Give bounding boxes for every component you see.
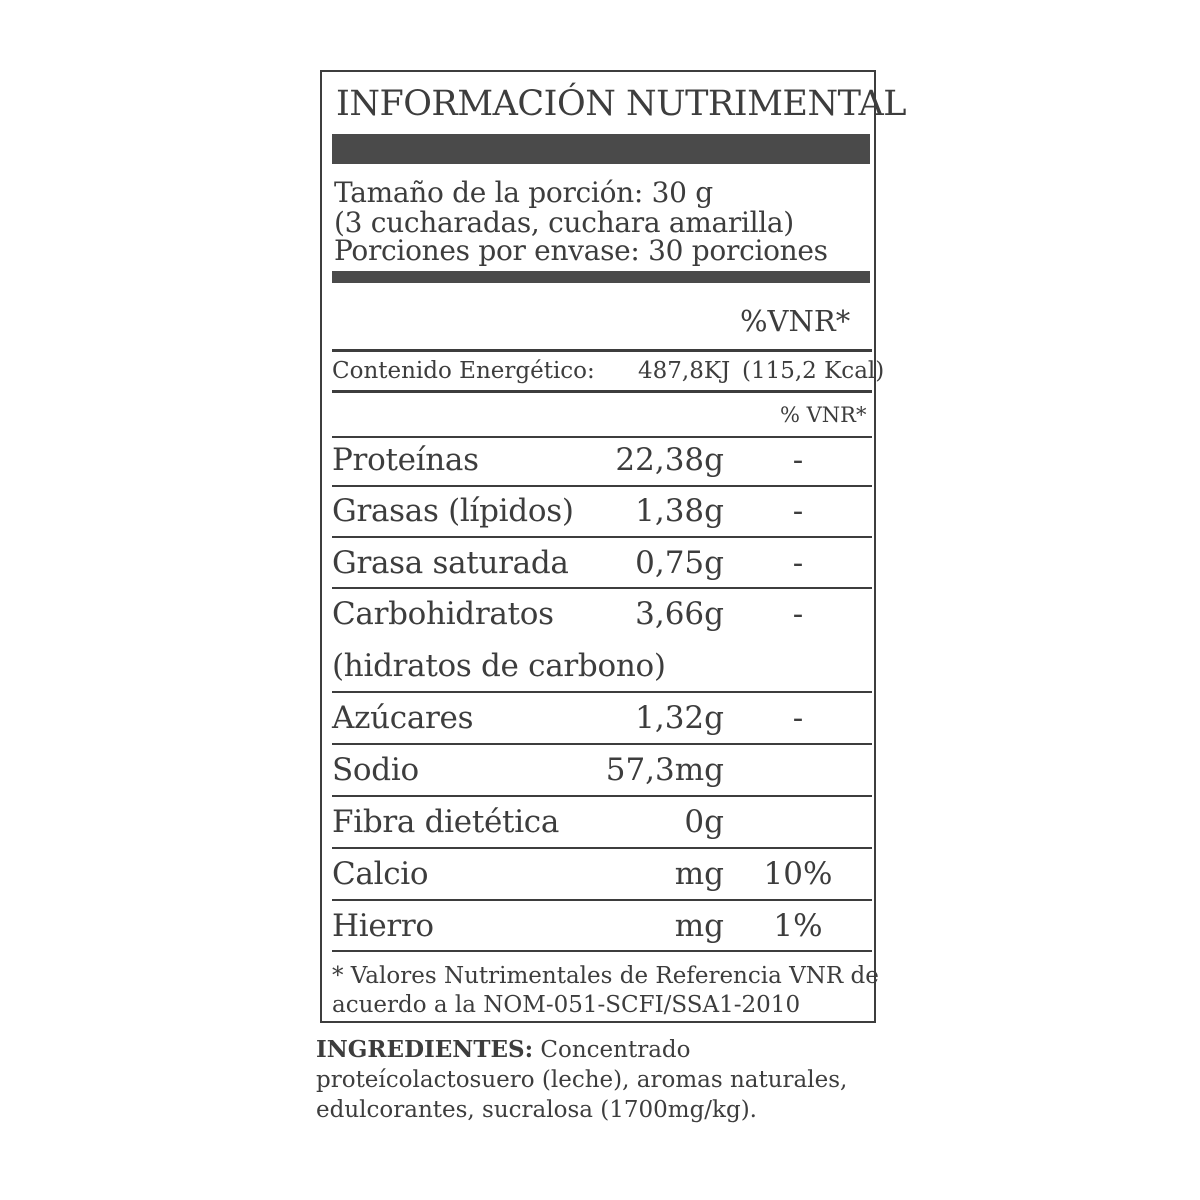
nutrient-vnr: 10% <box>763 856 833 892</box>
divider <box>332 691 872 693</box>
nutrient-amount: mg <box>674 856 724 892</box>
nutrient-vnr: - <box>792 700 804 736</box>
ingredients-text: edulcorantes, sucralosa (1700mg/kg). <box>316 1097 757 1123</box>
servings-per-container: Porciones por envase: 30 porciones <box>334 234 828 267</box>
divider <box>332 349 872 352</box>
divider <box>332 847 872 849</box>
nutrient-amount: 0,75g <box>635 545 724 581</box>
ingredients-text: proteícolactosuero (leche), aromas naturales, <box>316 1067 848 1093</box>
nutrient-name: Calcio <box>332 856 429 892</box>
nutrient-name: Sodio <box>332 752 419 788</box>
serving-size: Tamaño de la porción: 30 g <box>334 176 713 209</box>
serving-divider-bar <box>332 271 870 283</box>
footnote <box>332 962 879 1020</box>
energy-kcal: (115,2 Kcal) <box>742 358 885 384</box>
ingredients-text: Concentrado <box>533 1037 691 1063</box>
nutrient-vnr: - <box>792 545 804 581</box>
energy-label: Contenido Energético: <box>332 358 595 384</box>
nutrition-facts-panel <box>320 70 907 1023</box>
vnr-subheader: % VNR* <box>780 403 867 427</box>
vnr-header: %VNR* <box>740 304 851 338</box>
nutrient-name: Azúcares <box>332 700 474 736</box>
nutrient-amount: 1,32g <box>635 700 724 736</box>
energy-kj: 487,8KJ <box>638 358 731 384</box>
nutrient-name: Hierro <box>332 908 434 944</box>
panel-title: INFORMACIÓN NUTRIMENTAL <box>336 84 907 124</box>
nutrient-name: Proteínas <box>332 442 479 478</box>
divider <box>332 899 872 901</box>
nutrient-name: Grasa saturada <box>332 545 569 581</box>
nutrient-name: Grasas (lípidos) <box>332 493 574 529</box>
nutrient-name: Fibra dietética <box>332 804 560 840</box>
title-divider-bar <box>332 134 870 164</box>
nutrient-name-continued: (hidratos de carbono) <box>332 648 666 684</box>
divider <box>332 950 872 952</box>
nutrient-vnr: 1% <box>773 908 823 944</box>
divider <box>332 587 872 589</box>
divider <box>332 795 872 797</box>
nutrient-vnr: - <box>792 493 804 529</box>
ingredients-block <box>316 1035 856 1125</box>
nutrient-amount: 57,3mg <box>605 752 724 788</box>
divider <box>332 536 872 538</box>
divider <box>332 390 872 393</box>
divider <box>332 743 872 745</box>
serving-note: (3 cucharadas, cuchara amarilla) <box>334 206 794 239</box>
footnote-line: * Valores Nutrimentales de Referencia VNR de <box>332 963 879 989</box>
ingredients-heading: INGREDIENTES: <box>316 1036 534 1063</box>
nutrient-amount: 0g <box>684 804 724 840</box>
divider <box>332 485 872 487</box>
nutrient-amount: 3,66g <box>635 596 724 632</box>
nutrient-vnr: - <box>792 442 804 478</box>
nutrient-amount: 1,38g <box>635 493 724 529</box>
nutrient-amount: mg <box>674 908 724 944</box>
footnote-line: acuerdo a la NOM-051-SCFI/SSA1-2010 <box>332 992 801 1018</box>
nutrient-name: Carbohidratos <box>332 596 554 632</box>
nutrient-vnr: - <box>792 596 804 632</box>
nutrient-amount: 22,38g <box>615 442 724 478</box>
divider <box>332 436 872 438</box>
